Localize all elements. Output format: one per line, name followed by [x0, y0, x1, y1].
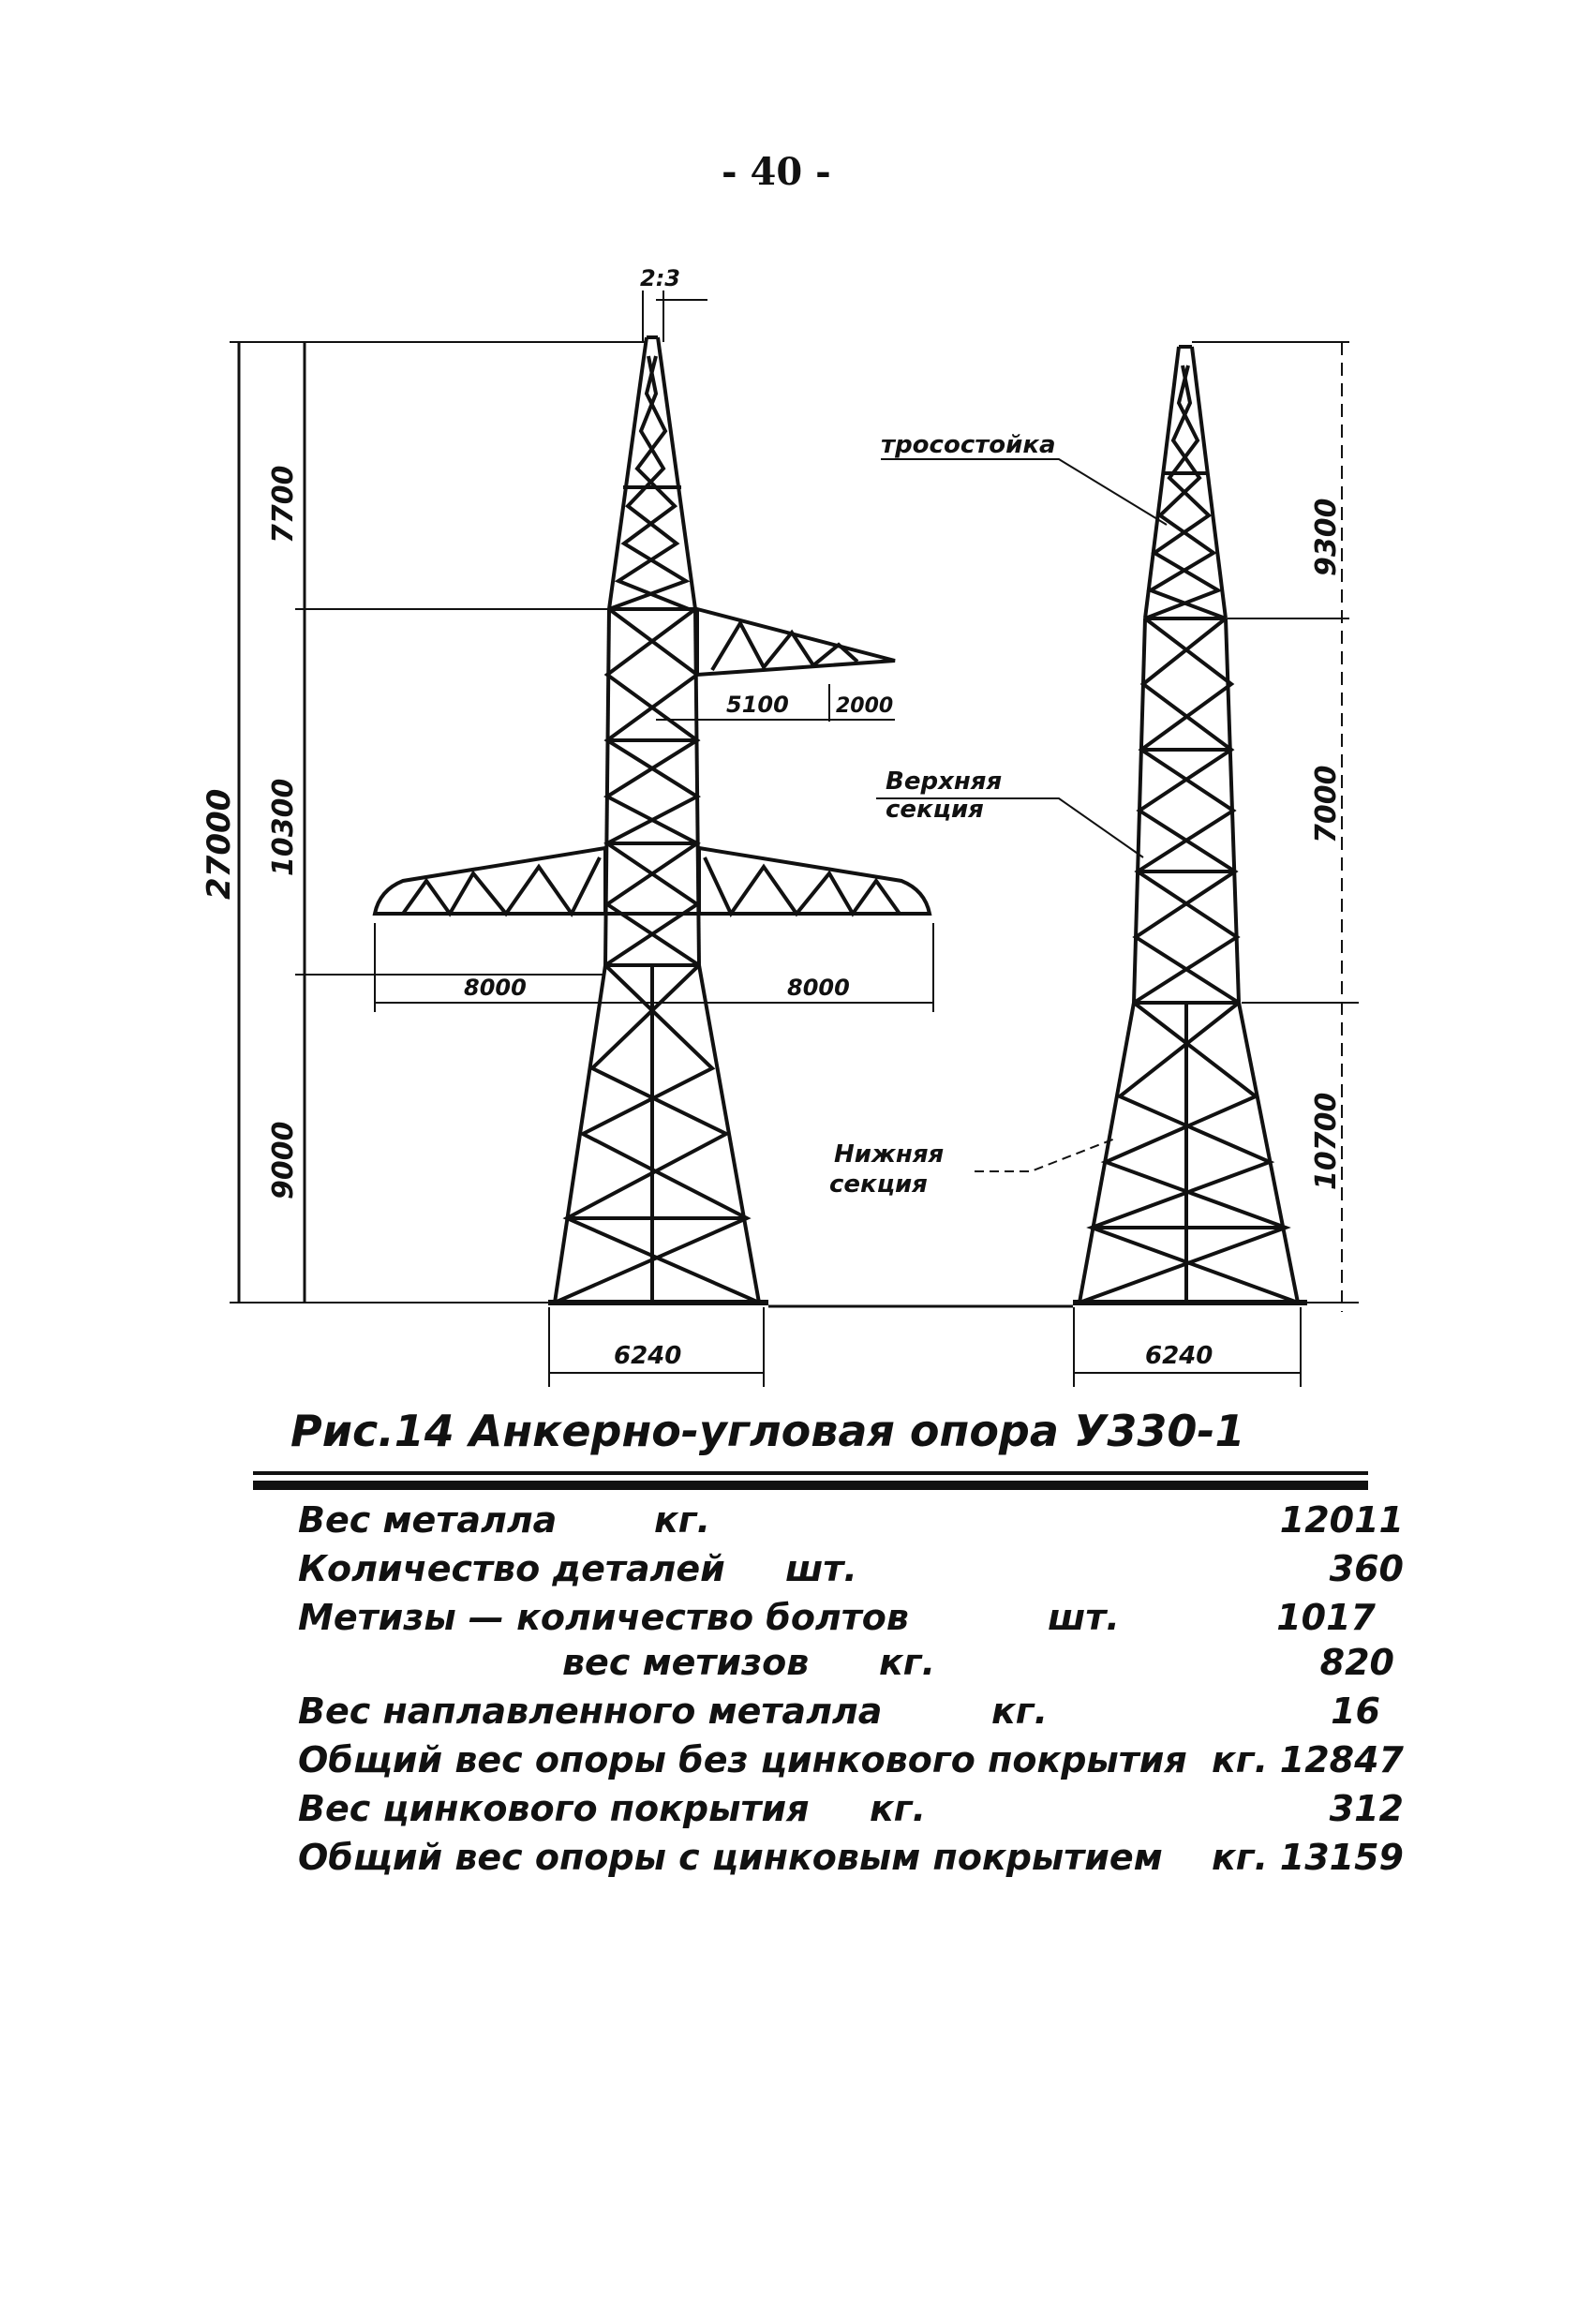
spec-unit: кг.	[879, 1642, 936, 1683]
spec-row	[298, 1691, 1404, 1734]
spec-label: вес метизов	[562, 1642, 810, 1683]
spec-label: Метизы — количество болтов	[298, 1597, 909, 1638]
spec-row	[298, 1837, 1404, 1880]
right-section-height-1-label: 9300	[1310, 498, 1343, 576]
spec-unit: кг.	[1212, 1739, 1269, 1780]
section-height-2-label: 10300	[267, 778, 300, 876]
caption-underline	[253, 1471, 1368, 1475]
top-width-label: 2:3	[640, 265, 680, 291]
spec-value: 16	[1331, 1691, 1380, 1732]
spec-row	[298, 1548, 1404, 1591]
spec-label: Общий вес опоры с цинковым покрытием	[298, 1837, 1163, 1878]
spec-label: Количество деталей	[298, 1548, 725, 1589]
upper-section-callout-line1: Верхняя	[886, 767, 1003, 796]
spec-value: 13159	[1279, 1837, 1404, 1878]
spec-value: 820	[1319, 1642, 1394, 1683]
spec-value: 360	[1329, 1548, 1404, 1589]
spec-row	[298, 1642, 1404, 1685]
upper-arm-dim-1-label: 5100	[726, 692, 789, 718]
spec-unit: кг.	[991, 1691, 1049, 1732]
left-tower	[230, 290, 933, 1387]
page-number: - 40 -	[722, 150, 831, 194]
right-tower	[768, 342, 1359, 1387]
spec-value: 1017	[1276, 1597, 1376, 1638]
spec-unit: шт.	[785, 1548, 857, 1589]
spec-row	[298, 1739, 1404, 1782]
spec-value: 12011	[1279, 1499, 1404, 1541]
spec-label: Вес цинкового покрытия	[298, 1788, 810, 1829]
spec-row	[298, 1499, 1404, 1542]
spec-row	[298, 1597, 1404, 1640]
section-height-1-label: 7700	[267, 465, 300, 544]
spec-label: Общий вес опоры без цинкового покрытия	[298, 1739, 1187, 1780]
spec-value: 312	[1329, 1788, 1404, 1829]
lower-section-callout-line1: Нижняя	[834, 1140, 945, 1169]
spec-row	[298, 1788, 1404, 1831]
left-base-width-label: 6240	[614, 1342, 682, 1370]
right-base-width-label: 6240	[1145, 1342, 1213, 1370]
spec-label: Вес металла	[298, 1499, 558, 1541]
spec-unit: кг.	[1212, 1837, 1269, 1878]
spec-label: Вес наплавленного металла	[298, 1691, 883, 1732]
spec-value: 12847	[1279, 1739, 1404, 1780]
lower-arm-dim-2-label: 8000	[787, 975, 850, 1001]
overall-height-label: 27000	[201, 788, 238, 900]
figure-caption-text: Рис.14 Анкерно-угловая опора У330-1	[290, 1406, 1245, 1456]
right-section-height-3-label: 10700	[1310, 1092, 1343, 1190]
upper-section-callout-line2: секция	[886, 796, 984, 824]
cable-mast-callout: тросостойка	[881, 431, 1056, 459]
spec-unit: кг.	[654, 1499, 711, 1541]
spec-unit: шт.	[1048, 1597, 1120, 1638]
lower-section-callout-line2: секция	[829, 1170, 928, 1199]
lower-arm-dim-1-label: 8000	[464, 975, 527, 1001]
upper-arm-dim-2-label: 2000	[836, 694, 894, 718]
spec-unit: кг.	[870, 1788, 927, 1829]
caption-underline-thick	[253, 1481, 1368, 1490]
right-section-height-2-label: 7000	[1310, 765, 1343, 843]
section-height-3-label: 9000	[267, 1121, 300, 1199]
